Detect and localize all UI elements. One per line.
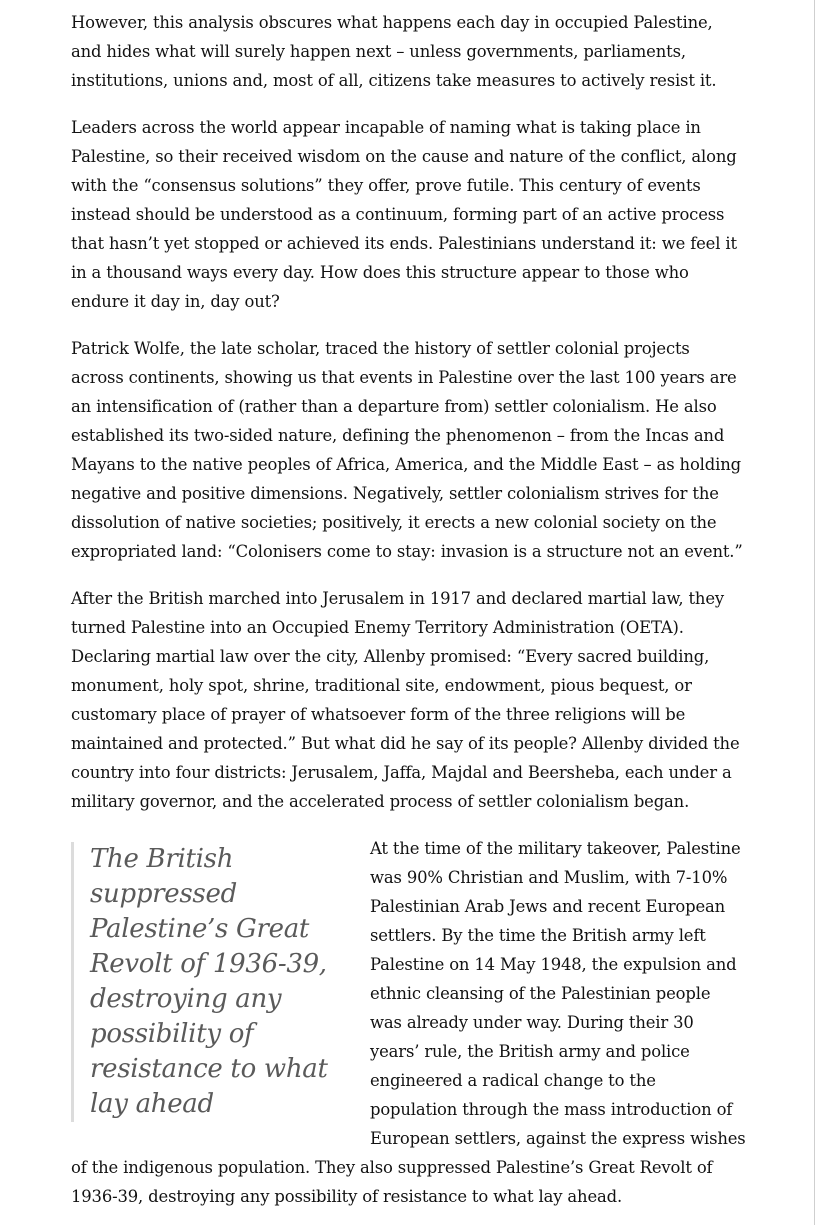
- paragraph-4: After the British marched into Jerusalem in 1917 and declared martial law, they turned Palestine into an Occupied Enemy Territory Administration (OETA). Declaring martial law over the city, Allenby promised: “Every sacred building, monument, holy spot, shrine, traditional site, endowment, pious bequest, or customary place of prayer of whatsoever form of the three religions will be maintained and protected.” But what did he say of its people? Allenby divided the country into four districts: Jerusalem, Jaffa, Majdal and Beersheba, each under a military governor, and the accelerated process of settler colonialism began.: [71, 589, 740, 811]
- article-body: [71, 8, 747, 1229]
- paragraph-2: Leaders across the world appear incapable of naming what is taking place in Palestine, so their received wisdom on the cause and nature of the conflict, along with the “consensus solutions” they offer, prove futile. This century of events instead should be understood as a continuum, forming part of an active process that hasn’t yet stopped or achieved its ends. Palestinians understand it: we feel it in a thousand ways every day. How does this structure appear to those who endure it day in, day out?: [71, 118, 737, 311]
- paragraph-1: However, this analysis obscures what happens each day in occupied Palestine, and hides what will surely happen next – unless governments, parliaments, institutions, unions and, most of all, citizens take measures to actively resist it.: [71, 13, 717, 90]
- paragraph-3: Patrick Wolfe, the late scholar, traced the history of settler colonial projects across continents, showing us that events in Palestine over the last 100 years are an intensification of (rather than a departure from) settler colonialism. He also established its two-sided nature, defining the phenomenon – from the Incas and Mayans to the native peoples of Africa, America, and the Middle East – as holding negative and positive dimensions. Negatively, settler colonialism strives for the dissolution of native societies; positively, it erects a new colonial society on the expropriated land: “Colonisers come to stay: invasion is a structure not an event.”: [71, 339, 743, 561]
- pull-quote: The British suppressed Palestine’s Great Revolt of 1936-39, destroying any possibility of resistance to what lay ahead: [71, 842, 330, 1122]
- paragraph-5: At the time of the military takeover, Palestine was 90% Christian and Muslim, with 7-10% Palestinian Arab Jews and recent European settlers. By the time the British army left Palestine on 14 May 1948, the expulsion and ethnic cleansing of the Palestinian people was already under way. During their 30 years’ rule, the British army and police engineered a radical change to the population through the mass introduction of European settlers, against the express wishes of the indigenous population. They also suppressed Palestine’s Great Revolt of 1936-39, destroying any possibility of resistance to what lay ahead.: [71, 839, 746, 1206]
